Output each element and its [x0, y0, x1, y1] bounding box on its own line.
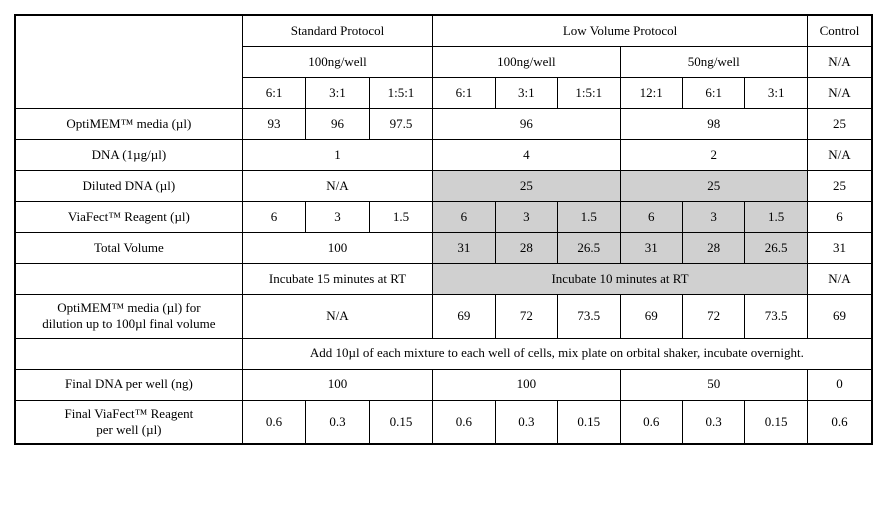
- cell-final-viafect-10: 0.6: [807, 400, 872, 444]
- row-label-incubation: [15, 264, 242, 295]
- cell-viafect-4: 6: [433, 202, 495, 233]
- row-label-total-volume: Total Volume: [15, 233, 242, 264]
- cell-optimem-2: 96: [306, 109, 369, 140]
- header-ratio-3: 1:5:1: [369, 78, 432, 109]
- cell-dna-4: N/A: [807, 140, 872, 171]
- cell-dna-2: 4: [433, 140, 620, 171]
- header-amount-lowvol-50: 50ng/well: [620, 47, 807, 78]
- cell-total-volume-7: 26.5: [745, 233, 808, 264]
- row-label-add-mixture: [15, 338, 242, 369]
- header-amount-lowvol-100: 100ng/well: [433, 47, 620, 78]
- table-row: [15, 202, 872, 233]
- row-label-final-viafect: [15, 400, 242, 444]
- header-row-protocols: [15, 15, 872, 47]
- row-label-diluted-dna: Diluted DNA (µl): [15, 171, 242, 202]
- header-low-volume-protocol: Low Volume Protocol: [433, 15, 808, 47]
- row-label-viafect-reagent: ViaFect™ Reagent (µl): [15, 202, 242, 233]
- cell-optimem-3: 97.5: [369, 109, 432, 140]
- header-corner-cell: [15, 15, 242, 109]
- cell-total-volume-5: 31: [620, 233, 682, 264]
- cell-optimem-5: 98: [620, 109, 807, 140]
- table-row: [15, 109, 872, 140]
- cell-final-dna-3: 50: [620, 369, 807, 400]
- cell-final-viafect-7: 0.6: [620, 400, 682, 444]
- cell-viafect-1: 6: [242, 202, 305, 233]
- cell-final-viafect-6: 0.15: [558, 400, 620, 444]
- row-label-optimem-media: OptiMEM™ media (µl): [15, 109, 242, 140]
- header-ratio-10: N/A: [807, 78, 872, 109]
- cell-final-viafect-3: 0.15: [369, 400, 432, 444]
- cell-total-volume-6: 28: [682, 233, 744, 264]
- cell-dilution-7: 73.5: [745, 295, 808, 339]
- cell-diluted-dna-2: 25: [433, 171, 620, 202]
- cell-optimem-6: 25: [807, 109, 872, 140]
- cell-dilution-3: 72: [495, 295, 557, 339]
- cell-incubate-lowvolume: Incubate 10 minutes at RT: [433, 264, 808, 295]
- header-ratio-6: 1:5:1: [558, 78, 620, 109]
- table-row: [15, 295, 872, 339]
- cell-optimem-1: 93: [242, 109, 305, 140]
- cell-dilution-4: 73.5: [558, 295, 620, 339]
- header-ratio-4: 6:1: [433, 78, 495, 109]
- header-ratio-5: 3:1: [495, 78, 557, 109]
- header-ratio-8: 6:1: [682, 78, 744, 109]
- header-amount-standard: 100ng/well: [242, 47, 432, 78]
- header-control: Control: [807, 15, 872, 47]
- row-label-final-dna: Final DNA per well (ng): [15, 369, 242, 400]
- cell-dna-1: 1: [242, 140, 432, 171]
- cell-viafect-2: 3: [306, 202, 369, 233]
- table-row: [15, 369, 872, 400]
- cell-dilution-1: N/A: [242, 295, 432, 339]
- cell-dna-3: 2: [620, 140, 807, 171]
- row-label-optimem-dilution: [15, 295, 242, 339]
- cell-total-volume-2: 31: [433, 233, 495, 264]
- cell-incubate-standard: Incubate 15 minutes at RT: [242, 264, 432, 295]
- cell-dilution-6: 72: [682, 295, 744, 339]
- cell-total-volume-1: 100: [242, 233, 432, 264]
- cell-final-viafect-9: 0.15: [745, 400, 808, 444]
- table-row: [15, 233, 872, 264]
- table-row: [15, 140, 872, 171]
- cell-final-viafect-4: 0.6: [433, 400, 495, 444]
- header-standard-protocol: Standard Protocol: [242, 15, 432, 47]
- table-row: [15, 171, 872, 202]
- cell-final-viafect-8: 0.3: [682, 400, 744, 444]
- cell-viafect-7: 6: [620, 202, 682, 233]
- row-label-final-viafect-line2: per well (µl): [96, 421, 162, 437]
- cell-final-viafect-1: 0.6: [242, 400, 305, 444]
- cell-final-viafect-5: 0.3: [495, 400, 557, 444]
- cell-dilution-8: 69: [807, 295, 872, 339]
- header-amount-control: N/A: [807, 47, 872, 78]
- row-label-optimem-dilution-line1: OptiMEM™ media (µl) for: [57, 300, 201, 315]
- cell-optimem-4: 96: [433, 109, 620, 140]
- cell-total-volume-3: 28: [495, 233, 557, 264]
- transfection-protocol-table: [14, 14, 873, 445]
- cell-final-dna-2: 100: [433, 369, 620, 400]
- cell-viafect-10: 6: [807, 202, 872, 233]
- row-label-final-viafect-line1: Final ViaFect™ Reagent: [64, 405, 194, 421]
- cell-viafect-8: 3: [682, 202, 744, 233]
- cell-diluted-dna-4: 25: [807, 171, 872, 202]
- cell-final-dna-1: 100: [242, 369, 432, 400]
- cell-dilution-5: 69: [620, 295, 682, 339]
- cell-viafect-6: 1.5: [558, 202, 620, 233]
- cell-total-volume-4: 26.5: [558, 233, 620, 264]
- row-label-optimem-dilution-line2: dilution up to 100µl final volume: [42, 316, 216, 332]
- cell-diluted-dna-1: N/A: [242, 171, 432, 202]
- cell-incubate-control: N/A: [807, 264, 872, 295]
- cell-add-mixture-instruction: Add 10µl of each mixture to each well of cells, mix plate on orbital shaker, incubate overnight.: [242, 338, 872, 369]
- header-ratio-7: 12:1: [620, 78, 682, 109]
- header-ratio-2: 3:1: [306, 78, 369, 109]
- table-row: [15, 400, 872, 444]
- cell-diluted-dna-3: 25: [620, 171, 807, 202]
- header-ratio-1: 6:1: [242, 78, 305, 109]
- row-label-dna: DNA (1µg/µl): [15, 140, 242, 171]
- cell-viafect-3: 1.5: [369, 202, 432, 233]
- cell-total-volume-8: 31: [807, 233, 872, 264]
- table-row: [15, 338, 872, 369]
- cell-dilution-2: 69: [433, 295, 495, 339]
- cell-viafect-9: 1.5: [745, 202, 808, 233]
- cell-final-viafect-2: 0.3: [306, 400, 369, 444]
- header-ratio-9: 3:1: [745, 78, 808, 109]
- table-row: [15, 264, 872, 295]
- cell-viafect-5: 3: [495, 202, 557, 233]
- cell-final-dna-4: 0: [807, 369, 872, 400]
